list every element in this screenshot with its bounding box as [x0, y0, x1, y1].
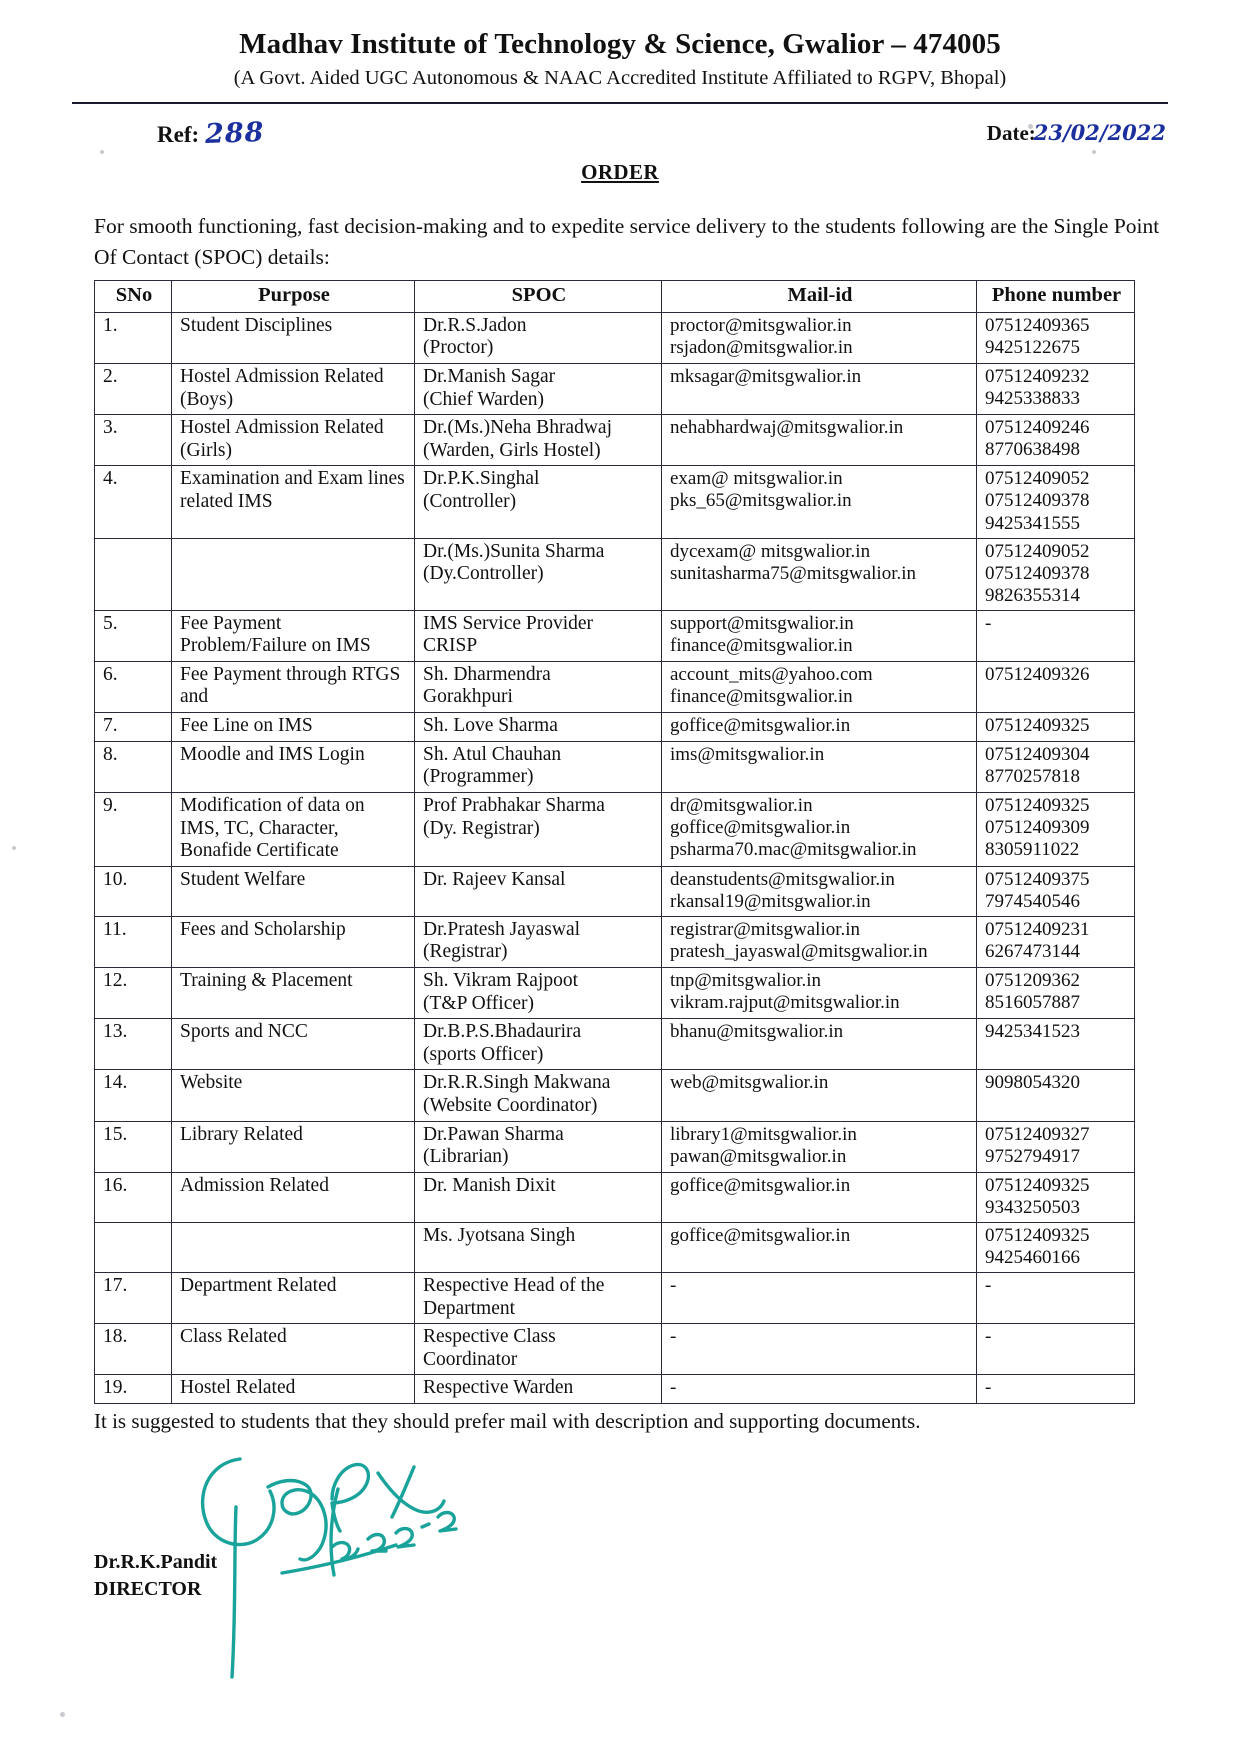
cell-purpose: Library Related — [172, 1121, 415, 1172]
cell-sno: 7. — [95, 713, 172, 742]
cell-spoc: Dr. Rajeev Kansal — [415, 866, 662, 916]
table-row — [95, 1019, 1135, 1070]
cell-sno: 1. — [95, 312, 172, 363]
institute-subtitle: (A Govt. Aided UGC Autonomous & NAAC Accredited Institute Affiliated to RGPV, Bhopal) — [233, 67, 1007, 89]
cell-phone: 0751209362 8516057887 — [977, 968, 1135, 1019]
cell-mail-id: web@mitsgwalior.in — [662, 1070, 977, 1121]
cell-phone: 07512409327 9752794917 — [977, 1121, 1135, 1172]
cell-purpose: Training & Placement — [172, 968, 415, 1019]
date-value: 23/02/2022 — [1033, 120, 1166, 145]
cell-spoc: Dr.(Ms.)Sunita Sharma (Dy.Controller) — [415, 538, 662, 610]
cell-sno: 11. — [95, 916, 172, 967]
signer-name: Dr.R.K.Pandit — [94, 1551, 218, 1574]
cell-purpose: Fee Line on IMS — [172, 713, 415, 742]
cell-spoc: Respective Class Coordinator — [415, 1324, 662, 1375]
cell-spoc: Dr.R.S.Jadon (Proctor) — [415, 312, 662, 363]
cell-sno: 10. — [95, 866, 172, 916]
cell-spoc: IMS Service Provider CRISP — [415, 610, 662, 661]
table-row — [95, 741, 1135, 792]
cell-mail-id: account_mits@yahoo.com finance@mitsgwalior.in — [662, 661, 977, 712]
table-body — [95, 312, 1135, 1403]
cell-phone: 07512409325 9343250503 — [977, 1172, 1135, 1222]
reference-number — [157, 118, 265, 149]
cell-purpose: Sports and NCC — [172, 1019, 415, 1070]
cell-sno: 16. — [95, 1172, 172, 1222]
cell-phone: 07512409304 8770257818 — [977, 741, 1135, 792]
scan-speck — [60, 1712, 65, 1717]
table-row — [95, 1070, 1135, 1121]
cell-purpose: Modification of data on IMS, TC, Character, Bonafide Certificate — [172, 792, 415, 866]
cell-spoc: Dr.Pawan Sharma (Librarian) — [415, 1121, 662, 1172]
intro-paragraph: For smooth functioning, fast decision-making and to expedite service delivery to the students following are the Single Point Of Contact (SPOC) details: — [94, 214, 1160, 269]
header-divider — [72, 102, 1168, 104]
cell-phone: 07512409325 9425460166 — [977, 1222, 1135, 1272]
table-header-row — [95, 281, 1135, 313]
cell-phone: 07512409375 7974540546 — [977, 866, 1135, 916]
cell-mail-id: goffice@mitsgwalior.in — [662, 1222, 977, 1272]
column-header-spoc: SPOC — [415, 281, 662, 313]
cell-purpose: Fee Payment through RTGS and — [172, 661, 415, 712]
cell-purpose: Fee Payment Problem/Failure on IMS — [172, 610, 415, 661]
cell-phone: 07512409325 07512409309 8305911022 — [977, 792, 1135, 866]
cell-spoc: Dr.Pratesh Jayaswal (Registrar) — [415, 916, 662, 967]
cell-purpose: Student Disciplines — [172, 312, 415, 363]
cell-mail-id: goffice@mitsgwalior.in — [662, 1172, 977, 1222]
cell-spoc: Respective Warden — [415, 1375, 662, 1404]
cell-spoc: Sh. Love Sharma — [415, 713, 662, 742]
cell-mail-id: library1@mitsgwalior.in pawan@mitsgwalior.in — [662, 1121, 977, 1172]
column-header-phone: Phone number — [977, 281, 1135, 313]
table-row — [95, 713, 1135, 742]
cell-spoc: Respective Head of the Department — [415, 1273, 662, 1324]
ref-label: Ref: — [157, 122, 200, 147]
signature-scribble-icon — [182, 1447, 482, 1577]
cell-spoc: Dr.P.K.Singhal (Controller) — [415, 466, 662, 538]
cell-purpose: Examination and Exam lines related IMS — [172, 466, 415, 538]
cell-purpose: Website — [172, 1070, 415, 1121]
cell-purpose: Hostel Related — [172, 1375, 415, 1404]
column-header-purpose: Purpose — [172, 281, 415, 313]
cell-sno: 5. — [95, 610, 172, 661]
table-row — [95, 1222, 1135, 1272]
cell-sno — [95, 538, 172, 610]
table-row — [95, 866, 1135, 916]
document-date — [987, 120, 1168, 146]
cell-spoc: Dr.(Ms.)Neha Bhradwaj (Warden, Girls Hostel) — [415, 415, 662, 466]
cell-sno: 12. — [95, 968, 172, 1019]
cell-mail-id: goffice@mitsgwalior.in — [662, 713, 977, 742]
ref-date-line — [72, 118, 1168, 158]
cell-phone: - — [977, 1375, 1135, 1404]
table-row — [95, 916, 1135, 967]
cell-phone: 07512409365 9425122675 — [977, 312, 1135, 363]
cell-sno: 6. — [95, 661, 172, 712]
cell-mail-id: mksagar@mitsgwalior.in — [662, 364, 977, 415]
cell-purpose — [172, 538, 415, 610]
cell-phone: 07512409052 07512409378 9826355314 — [977, 538, 1135, 610]
table-row — [95, 364, 1135, 415]
cell-sno: 2. — [95, 364, 172, 415]
cell-spoc: Ms. Jyotsana Singh — [415, 1222, 662, 1272]
cell-mail-id: support@mitsgwalior.in finance@mitsgwalior.in — [662, 610, 977, 661]
column-header-sno: SNo — [95, 281, 172, 313]
cell-mail-id: ims@mitsgwalior.in — [662, 741, 977, 792]
cell-purpose: Class Related — [172, 1324, 415, 1375]
cell-mail-id: exam@ mitsgwalior.in pks_65@mitsgwalior.in — [662, 466, 977, 538]
cell-purpose: Moodle and IMS Login — [172, 741, 415, 792]
table-row — [95, 1172, 1135, 1222]
signer-block — [94, 1549, 217, 1603]
cell-spoc: Sh. Atul Chauhan (Programmer) — [415, 741, 662, 792]
cell-phone: - — [977, 1324, 1135, 1375]
cell-phone: 07512409231 6267473144 — [977, 916, 1135, 967]
footer-note: It is suggested to students that they should prefer mail with description and supporting documents. — [94, 1409, 921, 1434]
cell-sno — [95, 1222, 172, 1272]
cell-sno: 9. — [95, 792, 172, 866]
cell-spoc: Dr. Manish Dixit — [415, 1172, 662, 1222]
table-row — [95, 466, 1135, 538]
scan-speck — [12, 846, 16, 850]
cell-phone: 9098054320 — [977, 1070, 1135, 1121]
cell-spoc: Dr.R.R.Singh Makwana (Website Coordinator) — [415, 1070, 662, 1121]
cell-phone: 07512409246 8770638498 — [977, 415, 1135, 466]
table-head — [95, 281, 1135, 313]
cell-mail-id: bhanu@mitsgwalior.in — [662, 1019, 977, 1070]
cell-spoc: Sh. Vikram Rajpoot (T&P Officer) — [415, 968, 662, 1019]
cell-sno: 3. — [95, 415, 172, 466]
cell-purpose — [172, 1222, 415, 1272]
spoc-table — [94, 280, 1135, 1404]
cell-phone: 9425341523 — [977, 1019, 1135, 1070]
order-heading: ORDER — [581, 160, 659, 184]
cell-phone: 07512409052 07512409378 9425341555 — [977, 466, 1135, 538]
cell-spoc: Dr.Manish Sagar (Chief Warden) — [415, 364, 662, 415]
cell-phone: 07512409325 — [977, 713, 1135, 742]
cell-sno: 4. — [95, 466, 172, 538]
cell-spoc: Prof Prabhakar Sharma (Dy. Registrar) — [415, 792, 662, 866]
institute-title: Madhav Institute of Technology & Science, Gwalior – 474005 — [239, 28, 1001, 60]
cell-phone: - — [977, 1273, 1135, 1324]
signature-area — [72, 1441, 1168, 1611]
table-row — [95, 1121, 1135, 1172]
cell-spoc: Sh. Dharmendra Gorakhpuri — [415, 661, 662, 712]
cell-sno: 15. — [95, 1121, 172, 1172]
cell-purpose: Department Related — [172, 1273, 415, 1324]
date-label: Date: — [986, 121, 1036, 145]
table-row — [95, 1375, 1135, 1404]
cell-spoc: Dr.B.P.S.Bhadaurira (sports Officer) — [415, 1019, 662, 1070]
table-row — [95, 1273, 1135, 1324]
cell-purpose: Admission Related — [172, 1172, 415, 1222]
cell-sno: 8. — [95, 741, 172, 792]
cell-phone: - — [977, 610, 1135, 661]
table-row — [95, 610, 1135, 661]
cell-mail-id: registrar@mitsgwalior.in pratesh_jayaswal@mitsgwalior.in — [662, 916, 977, 967]
signer-designation: DIRECTOR — [94, 1578, 202, 1601]
table-row — [95, 538, 1135, 610]
table-row — [95, 1324, 1135, 1375]
table-row — [95, 968, 1135, 1019]
cell-sno: 19. — [95, 1375, 172, 1404]
cell-phone: 07512409326 — [977, 661, 1135, 712]
cell-phone: 07512409232 9425338833 — [977, 364, 1135, 415]
cell-mail-id: dycexam@ mitsgwalior.in sunitasharma75@mitsgwalior.in — [662, 538, 977, 610]
cell-purpose: Hostel Admission Related (Girls) — [172, 415, 415, 466]
cell-purpose: Fees and Scholarship — [172, 916, 415, 967]
cell-mail-id: dr@mitsgwalior.in goffice@mitsgwalior.in psharma70.mac@mitsgwalior.in — [662, 792, 977, 866]
column-header-mail-id: Mail-id — [662, 281, 977, 313]
cell-mail-id: deanstudents@mitsgwalior.in rkansal19@mitsgwalior.in — [662, 866, 977, 916]
table-row — [95, 661, 1135, 712]
table-row — [95, 312, 1135, 363]
cell-mail-id: - — [662, 1375, 977, 1404]
cell-mail-id: tnp@mitsgwalior.in vikram.rajput@mitsgwalior.in — [662, 968, 977, 1019]
cell-sno: 17. — [95, 1273, 172, 1324]
cell-sno: 13. — [95, 1019, 172, 1070]
cell-mail-id: - — [662, 1273, 977, 1324]
cell-purpose: Hostel Admission Related (Boys) — [172, 364, 415, 415]
cell-purpose: Student Welfare — [172, 866, 415, 916]
ref-value-handwritten: 288 — [204, 116, 266, 151]
cell-mail-id: nehabhardwaj@mitsgwalior.in — [662, 415, 977, 466]
cell-mail-id: proctor@mitsgwalior.in rsjadon@mitsgwalior.in — [662, 312, 977, 363]
table-row — [95, 415, 1135, 466]
cell-sno: 14. — [95, 1070, 172, 1121]
cell-sno: 18. — [95, 1324, 172, 1375]
table-row — [95, 792, 1135, 866]
cell-mail-id: - — [662, 1324, 977, 1375]
